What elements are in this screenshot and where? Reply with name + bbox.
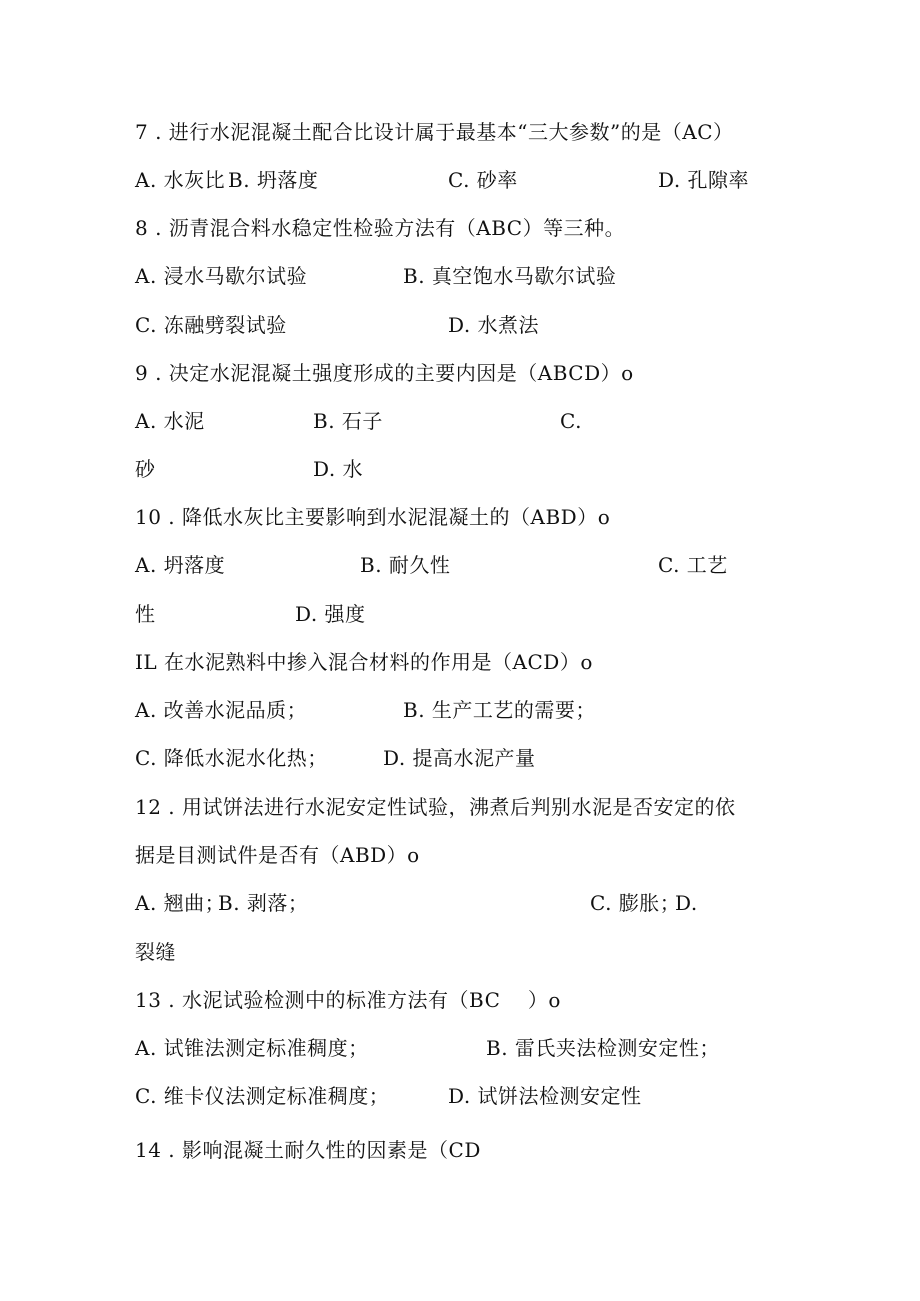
q8-option-c: C. 冻融劈裂试验: [135, 313, 287, 337]
q9-option-c: C.: [560, 409, 582, 433]
q10-option-a: A. 坍落度: [135, 553, 226, 577]
q12-option-c: C. 膨胀；: [590, 891, 681, 915]
q12-option-b: B. 剥落；: [218, 891, 309, 915]
q10-option-c-cont: 性: [135, 602, 156, 626]
q10-question: 10 . 降低水灰比主要影响到水泥混凝土的（ABD）o: [135, 505, 611, 529]
q9-option-c-cont: 砂: [135, 457, 156, 481]
q13-option-b: B. 雷氏夹法检测安定性；: [486, 1036, 720, 1060]
q9-question: 9 . 决定水泥混凝土强度形成的主要内因是（ABCD）o: [135, 361, 634, 385]
q13-question: 13 . 水泥试验检测中的标准方法有（BC ）o: [135, 988, 561, 1012]
q9-option-d: D. 水: [313, 457, 364, 481]
q7-option-b: B. 坍落度: [228, 168, 319, 192]
q12-option-d: D.: [675, 891, 698, 915]
q8-option-d: D. 水煮法: [448, 313, 540, 337]
q7-option-c: C. 砂率: [448, 168, 518, 192]
q8-option-b: B. 真空饱水马歇尔试验: [403, 264, 617, 288]
q12-question-cont: 据是目测试件是否有（ABD）o: [135, 843, 420, 867]
q9-option-b: B. 石子: [313, 409, 383, 433]
q14-question: 14 . 影响混凝土耐久性的因素是（CD: [135, 1138, 481, 1162]
q11-option-c: C. 降低水泥水化热；: [135, 746, 328, 770]
q11-option-b: B. 生产工艺的需要；: [403, 698, 596, 722]
q10-option-c: C. 工艺: [658, 553, 728, 577]
q7-question: 7 . 进行水泥混凝土配合比设计属于最基本“三大参数”的是（AC）: [135, 120, 734, 144]
q10-option-d: D. 强度: [295, 602, 366, 626]
q11-question: IL 在水泥熟料中掺入混合材料的作用是（ACD）o: [135, 650, 593, 674]
q8-option-a: A. 浸水马歇尔试验: [135, 264, 308, 288]
q13-option-d: D. 试饼法检测安定性: [448, 1084, 642, 1108]
q13-option-c: C. 维卡仪法测定标准稠度；: [135, 1084, 390, 1108]
q7-option-d: D. 孔隙率: [658, 168, 750, 192]
q9-option-a: A. 水泥: [135, 409, 205, 433]
q12-option-a: A. 翘曲；: [135, 891, 226, 915]
q10-option-b: B. 耐久性: [360, 553, 451, 577]
q12-option-d-cont: 裂缝: [135, 940, 176, 964]
q7-option-a: A. 水灰比: [135, 168, 226, 192]
q11-option-d: D. 提高水泥产量: [383, 746, 536, 770]
q11-option-a: A. 改善水泥品质；: [135, 698, 308, 722]
q12-question: 12 . 用试饼法进行水泥安定性试验，沸煮后判别水泥是否安定的依: [135, 795, 736, 819]
q8-question: 8 . 沥青混合料水稳定性检验方法有（ABC）等三种。: [135, 216, 626, 240]
q13-option-a: A. 试锥法测定标准稠度；: [135, 1036, 369, 1060]
